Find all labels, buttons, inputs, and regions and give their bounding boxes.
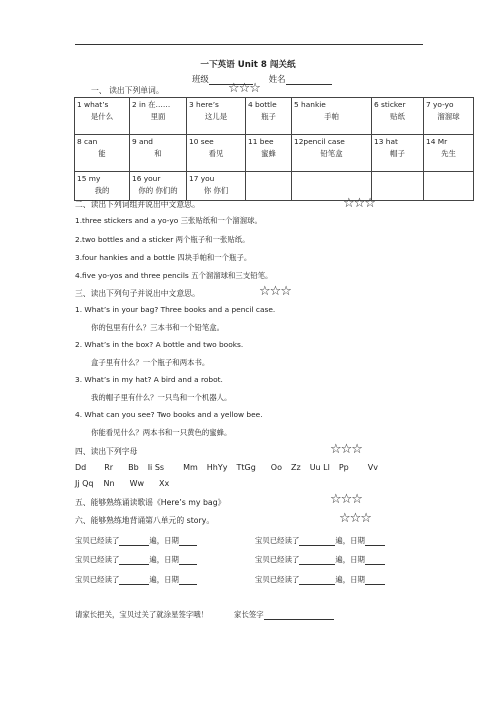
word-english: 1 what’s — [77, 100, 109, 109]
letters-row-1 — [75, 463, 378, 472]
star-rating-5[interactable]: ☆☆☆ — [330, 492, 362, 507]
page-title: 一下英语 Unit 8 闯关纸 — [200, 60, 296, 70]
letter-pair: Ww — [129, 479, 145, 488]
parent-note: 请家长把关，宝贝过关了就涂星签字哦！ 家长签字 — [75, 609, 334, 620]
letter-pair: Vv — [367, 463, 378, 472]
parent-sign-label: 家长签字 — [234, 610, 264, 619]
sentence-3-cn: 我的帽子里有什么？一只鸟和一个机器人。 — [91, 393, 232, 402]
name-blank[interactable] — [286, 75, 332, 85]
word-chinese: 铅笔盒 — [320, 149, 343, 158]
word-english: 6 sticker — [374, 100, 406, 109]
word-cell — [75, 135, 130, 172]
word-chinese: 先生 — [441, 149, 456, 158]
letter-pair: Zz — [291, 463, 301, 472]
word-cell — [372, 98, 424, 135]
word-english: 11 bee — [248, 137, 274, 146]
word-cell — [187, 172, 246, 201]
reading-record-4: 宝贝已经读了 遍，日期 — [255, 554, 385, 565]
parent-sign-blank[interactable] — [264, 611, 334, 620]
times-blank[interactable] — [299, 576, 335, 585]
letter-pair: Dd — [75, 463, 87, 472]
word-english: 15 my — [77, 174, 101, 183]
word-row — [75, 172, 474, 201]
word-chinese: 我的 — [94, 186, 110, 195]
letter-pair: Oo — [270, 463, 282, 472]
times-blank[interactable] — [119, 576, 149, 585]
letter-pair: Rr — [104, 463, 114, 472]
section-3-heading: 三、读出下列句子并说出中文意思。 — [75, 289, 200, 298]
sentence-1-cn: 你的包里有什么？三本书和一个铅笔盒。 — [91, 323, 225, 332]
word-cell — [424, 172, 474, 201]
top-rule — [75, 44, 423, 45]
star-rating-1[interactable]: ☆☆☆ — [228, 81, 260, 96]
letter-pair: Uu Ll — [309, 463, 330, 472]
word-cell — [187, 98, 246, 135]
phrase-4: 4.five yo-yos and three pencils 五个溜溜球和三支铅笔。 — [75, 271, 273, 280]
star-rating-3[interactable]: ☆☆☆ — [259, 284, 291, 299]
word-cell — [372, 135, 424, 172]
sentence-3-en: 3. What’s in my hat? A bird and a robot. — [75, 375, 223, 384]
name-label: 姓名 — [268, 74, 286, 84]
word-english: 16 your — [132, 174, 161, 183]
reading-record-5: 宝贝已经读了 遍，日期 — [75, 574, 197, 585]
reading-record-6: 宝贝已经读了 遍，日期 — [255, 574, 385, 585]
word-chinese: 这儿是 — [204, 112, 228, 121]
word-cell — [424, 98, 474, 135]
word-english: 5 hankie — [294, 100, 326, 109]
word-row — [75, 135, 474, 172]
sentence-2-cn: 盒子里有什么？一个瓶子和两本书。 — [91, 358, 210, 367]
word-chinese: 看见 — [208, 149, 224, 158]
word-chinese: 蜜蜂 — [261, 149, 276, 158]
section-4-heading: 四、读出下列字母 — [75, 447, 138, 456]
star-rating-4[interactable]: ☆☆☆ — [330, 442, 362, 457]
word-english: 10 see — [189, 137, 214, 146]
phrase-3: 3.four hankies and a bottle 四块手帕和一个瓶子。 — [75, 253, 252, 262]
times-blank[interactable] — [299, 556, 335, 565]
word-english: 7 yo-yo — [426, 100, 454, 109]
star-rating-2[interactable]: ☆☆☆ — [343, 196, 375, 211]
sentence-2-en: 2. What’s in the box? A bottle and two books. — [75, 340, 244, 349]
word-cell — [187, 135, 246, 172]
sentence-4-en: 4. What can you see? Two books and a yellow bee. — [75, 410, 263, 419]
word-english: 12pencil case — [294, 137, 345, 146]
times-blank[interactable] — [119, 537, 149, 546]
word-cell — [75, 172, 130, 201]
word-cell — [246, 135, 292, 172]
word-cell — [130, 172, 187, 201]
reading-record-3: 宝贝已经读了 遍，日期 — [75, 554, 197, 565]
class-label: 班级 — [192, 74, 209, 84]
date-blank[interactable] — [365, 556, 385, 565]
letter-pair: Mm — [183, 463, 198, 472]
letter-pair: Nn — [103, 479, 115, 488]
word-chinese: 你 你们 — [203, 186, 229, 195]
times-blank[interactable] — [299, 537, 335, 546]
word-cell — [130, 98, 187, 135]
word-cell — [246, 172, 292, 201]
word-chinese: 里面 — [150, 112, 166, 121]
word-cell — [246, 98, 292, 135]
word-table — [74, 97, 474, 201]
word-english: 4 bottle — [248, 100, 277, 109]
word-cell — [75, 98, 130, 135]
letter-pair: HhYy — [206, 463, 228, 472]
section-6-heading: 六、能够熟练地背诵第八单元的 story。 — [75, 516, 215, 525]
word-cell — [130, 135, 187, 172]
reading-record-1: 宝贝已经读了 遍，日期 — [75, 535, 197, 546]
word-english: 13 hat — [374, 137, 398, 146]
word-english: 8 can — [77, 137, 98, 146]
section-1-heading: 一、 读出下列单词。 — [91, 86, 164, 95]
date-blank[interactable] — [179, 537, 197, 546]
word-chinese: 瓶子 — [261, 112, 276, 121]
letter-pair: Bb — [128, 463, 139, 472]
word-chinese: 手帕 — [324, 112, 339, 121]
date-blank[interactable] — [365, 537, 385, 546]
word-chinese: 你的 你们的 — [138, 186, 178, 195]
letter-pair: Ii Ss — [147, 463, 165, 472]
word-english: 9 and — [132, 137, 153, 146]
date-blank[interactable] — [365, 576, 385, 585]
date-blank[interactable] — [179, 556, 197, 565]
letter-pair: Jj Qq — [75, 479, 94, 488]
word-chinese: 贴纸 — [390, 112, 405, 121]
section-5-heading: 五、能够熟练诵读歌谣《Here’s my bag》 — [75, 498, 226, 507]
section-2-heading: 二、读出下列词组并说出中文意思。 — [75, 200, 200, 209]
word-row — [75, 98, 474, 135]
word-chinese: 是什么 — [90, 112, 114, 121]
sentence-4-cn: 你能看见什么？两本书和一只黄色的蜜蜂。 — [91, 428, 232, 437]
word-chinese: 能 — [98, 149, 106, 158]
letter-pair: Xx — [159, 479, 170, 488]
word-english: 2 in 在…… — [132, 100, 171, 109]
letter-pair: Pp — [338, 463, 349, 472]
word-cell — [424, 135, 474, 172]
letter-pair: TtGg — [236, 463, 256, 472]
letters-row-2 — [75, 479, 169, 488]
phrase-2: 2.two bottles and a sticker 两个瓶子和一张贴纸。 — [75, 235, 250, 244]
times-blank[interactable] — [119, 556, 149, 565]
word-chinese: 溜溜球 — [437, 112, 460, 121]
date-blank[interactable] — [179, 576, 197, 585]
student-info — [192, 73, 332, 85]
word-cell — [372, 172, 424, 201]
word-english: 14 Mr — [426, 137, 448, 146]
phrase-1: 1.three stickers and a yo-yo 三张贴纸和一个溜溜球。 — [75, 216, 262, 225]
star-rating-6[interactable]: ☆☆☆ — [339, 511, 371, 526]
sentence-1-en: 1. What’s in your bag? Three books and a pencil case. — [75, 305, 276, 314]
word-cell — [292, 135, 372, 172]
word-chinese: 帽子 — [390, 149, 405, 158]
word-english: 3 here’s — [189, 100, 219, 109]
word-english: 17 you — [189, 174, 215, 183]
word-cell — [292, 98, 372, 135]
word-chinese: 和 — [154, 149, 162, 158]
reading-record-2: 宝贝已经读了 遍，日期 — [255, 535, 385, 546]
